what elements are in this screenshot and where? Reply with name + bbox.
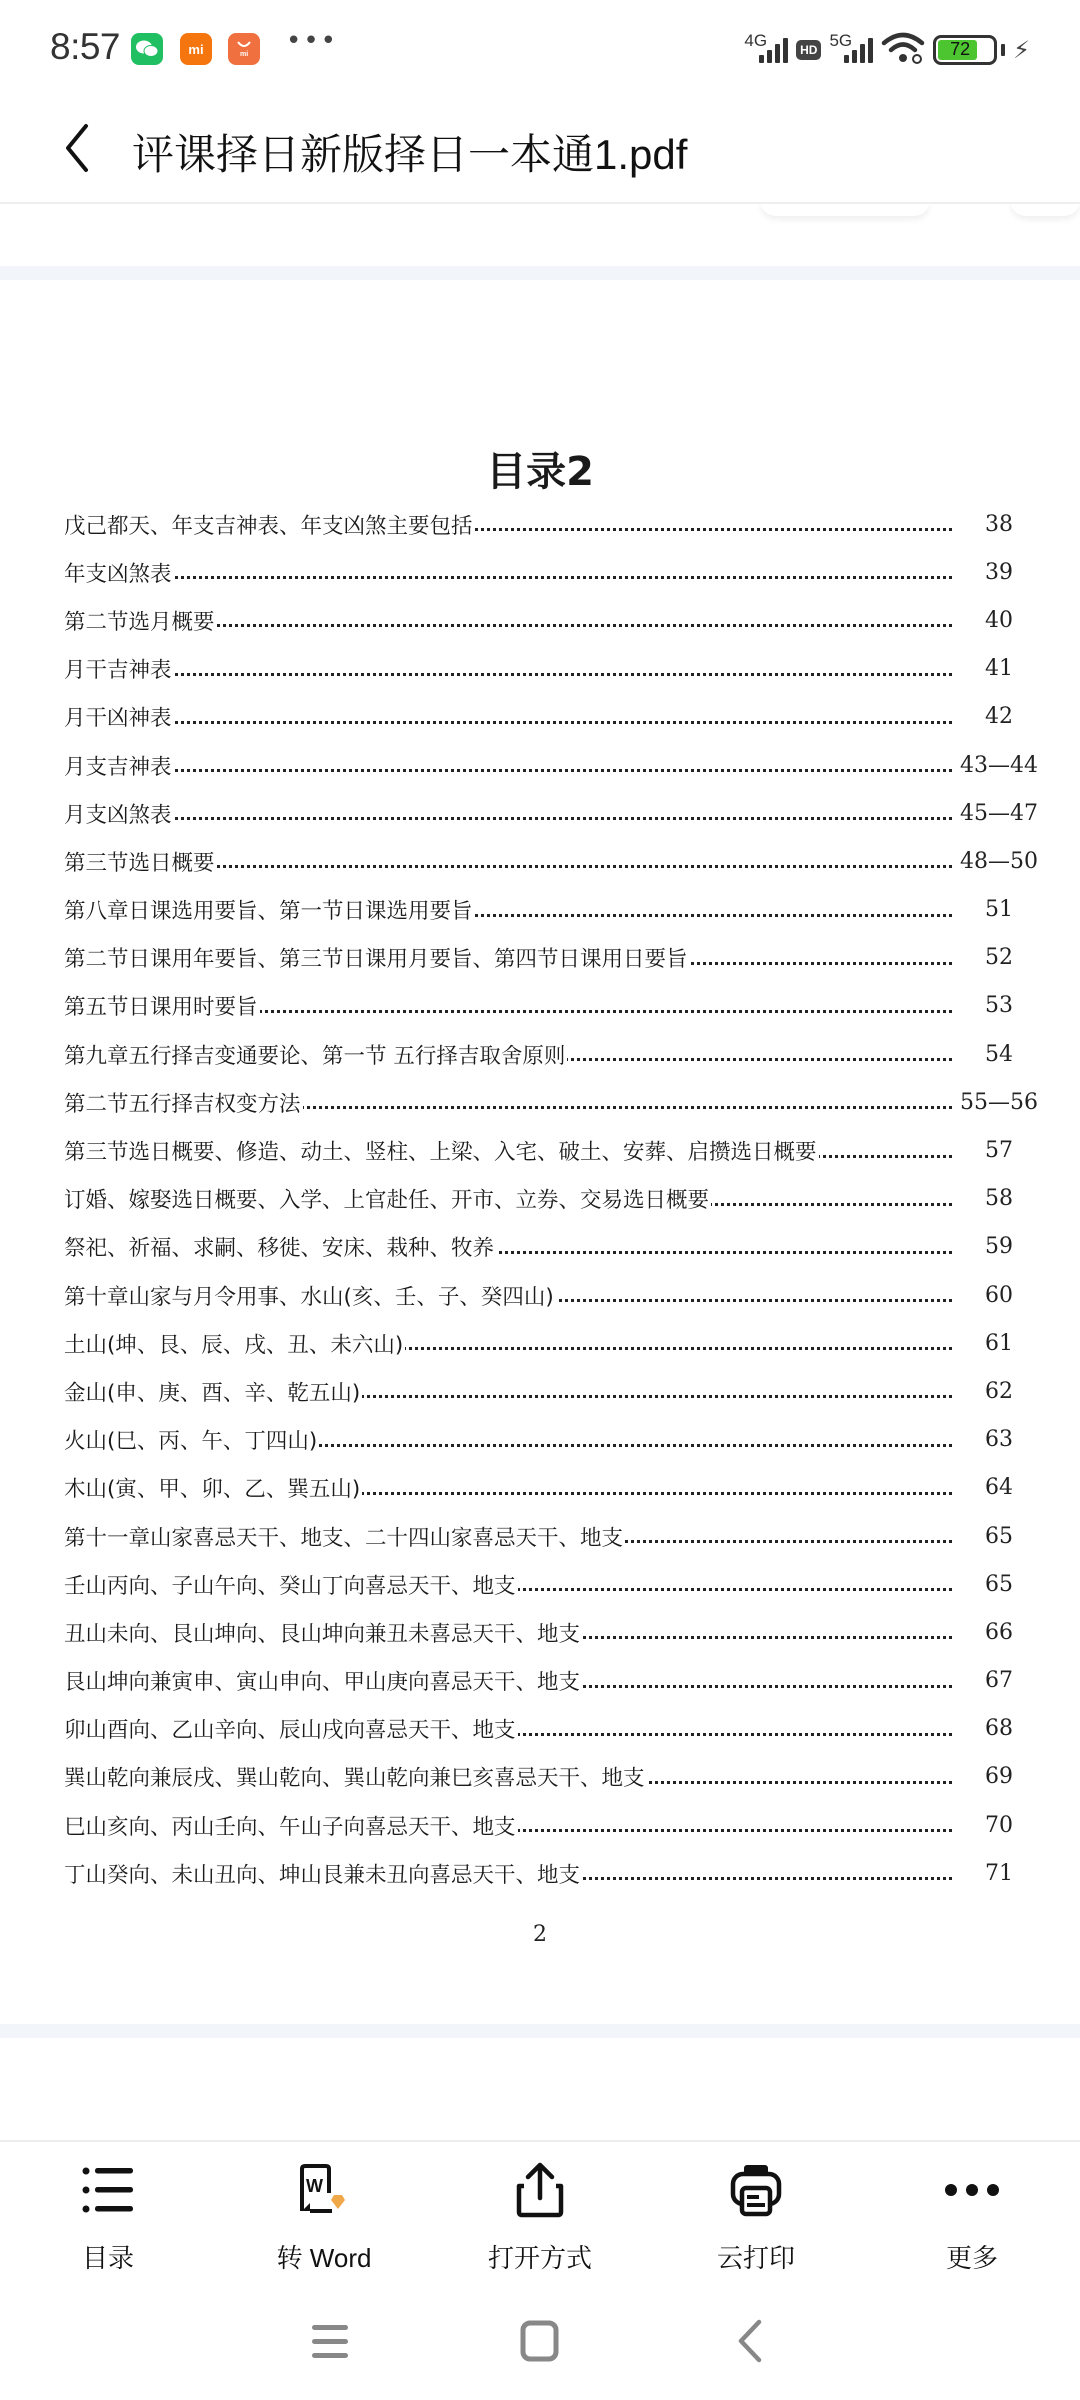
- more-button[interactable]: [864, 2142, 1080, 2282]
- toc-entry-page: 55—56: [960, 1089, 1038, 1115]
- toc-entry[interactable]: [0, 548, 1080, 596]
- toc-entry-page: 53: [985, 993, 1013, 1019]
- toc-entry-page: 70: [985, 1812, 1013, 1838]
- status-time: 8:57: [50, 26, 121, 67]
- cloud-print-button[interactable]: [648, 2142, 864, 2282]
- status-overflow-icon: •••: [286, 26, 339, 56]
- open-with-button[interactable]: [432, 2142, 648, 2282]
- dotted-leader: [80, 721, 952, 724]
- toc-entry[interactable]: [0, 1175, 1080, 1223]
- toc-entry[interactable]: [0, 693, 1080, 741]
- toc-entry-page: 65: [985, 1571, 1013, 1597]
- toc-entry-title: 第二节选月概要: [64, 605, 217, 636]
- toc-entry-page: 45—47: [960, 800, 1038, 826]
- system-back-button[interactable]: [725, 2316, 775, 2366]
- wechat-icon: [131, 33, 163, 65]
- toc-entry[interactable]: [0, 500, 1080, 548]
- toc-entry-title: 土山(坤、艮、辰、戌、丑、未六山): [64, 1328, 405, 1359]
- cloud-print-label: 云打印: [716, 2243, 795, 2273]
- toc-entry-title: 卯山酉向、乙山辛向、辰山戌向喜忌天干、地支: [64, 1713, 518, 1744]
- toc-entry-title: 壬山丙向、子山午向、癸山丁向喜忌天干、地支: [64, 1569, 518, 1600]
- toc-entry[interactable]: [0, 1126, 1080, 1174]
- toc-list: [0, 500, 1080, 1897]
- bottom-toolbar: [0, 2140, 1080, 2282]
- toc-entry[interactable]: [0, 1030, 1080, 1078]
- page-separator: [0, 2024, 1080, 2038]
- convert-word-button[interactable]: [216, 2142, 432, 2282]
- more-label: 更多: [945, 2243, 998, 2273]
- toc-entry-title: 戊己都天、年支吉神表、年支凶煞主要包括: [64, 509, 475, 540]
- toc-entry-title: 金山(申、庚、酉、辛、乾五山): [64, 1376, 362, 1407]
- convert-word-label: 转 Word: [276, 2243, 372, 2273]
- hd-badge: HD: [796, 40, 821, 60]
- toc-entry[interactable]: [0, 1223, 1080, 1271]
- dotted-leader: [80, 576, 952, 579]
- back-icon: [735, 2319, 765, 2363]
- toc-entry-title: 月支凶煞表: [64, 798, 174, 829]
- toc-entry-page: 66: [985, 1619, 1013, 1645]
- toc-entry[interactable]: [0, 1078, 1080, 1126]
- dotted-leader: [80, 769, 952, 772]
- toc-entry-title: 艮山坤向兼寅申、寅山申向、甲山庚向喜忌天干、地支: [64, 1665, 582, 1696]
- toc-entry-title: 第十章山家与月令用事、水山(亥、壬、子、癸四山): [64, 1280, 556, 1311]
- toc-entry[interactable]: [0, 741, 1080, 789]
- pdf-page[interactable]: [0, 282, 1080, 2024]
- toc-entry-page: 69: [985, 1764, 1013, 1790]
- battery-tip: [1001, 44, 1005, 56]
- toc-entry-title: 第八章日课选用要旨、第一节日课选用要旨: [64, 894, 475, 925]
- list-icon: [80, 2162, 136, 2218]
- menu-icon: [310, 2321, 350, 2361]
- battery-percent: 72: [950, 39, 971, 59]
- recent-apps-button[interactable]: [305, 2316, 355, 2366]
- toc-entry-page: 60: [985, 1282, 1013, 1308]
- system-navigation-bar: [0, 2282, 1080, 2400]
- back-button[interactable]: [58, 118, 98, 178]
- toc-entry[interactable]: [0, 982, 1080, 1030]
- toc-entry-title: 年支凶煞表: [64, 557, 174, 588]
- mi-icon: mi: [180, 33, 212, 65]
- toc-entry-title: 第十一章山家喜忌天干、地支、二十四山家喜忌天干、地支: [64, 1521, 625, 1552]
- toc-entry-title: 丑山未向、艮山坤向、艮山坤向兼丑未喜忌天干、地支: [64, 1617, 582, 1648]
- toc-entry-page: 61: [985, 1330, 1013, 1356]
- toc-entry-title: 第三节选日概要: [64, 846, 217, 877]
- document-title: 评课择日新版择日一本通1.pdf: [132, 131, 688, 178]
- mi-mall-icon: [228, 33, 260, 65]
- toc-entry[interactable]: [0, 934, 1080, 982]
- page-number: 2: [533, 1922, 547, 1947]
- toc-entry[interactable]: [0, 596, 1080, 644]
- app-header: [0, 96, 1080, 204]
- page-separator: [0, 266, 1080, 280]
- toc-entry-page: 40: [985, 607, 1013, 633]
- toc-entry[interactable]: [0, 1849, 1080, 1897]
- toc-entry-title: 祭祀、祈福、求嗣、移徙、安床、栽种、牧养: [64, 1231, 496, 1262]
- status-indicators: [744, 30, 1030, 70]
- toc-entry[interactable]: [0, 789, 1080, 837]
- network-5g-label: 5G: [829, 31, 853, 50]
- toc-entry-page: 71: [985, 1860, 1013, 1886]
- toc-entry-page: 64: [985, 1475, 1013, 1501]
- toc-entry-page: 63: [985, 1427, 1013, 1453]
- toc-entry-page: 52: [985, 945, 1013, 971]
- toc-entry[interactable]: [0, 837, 1080, 885]
- toc-entry-page: 59: [985, 1234, 1013, 1260]
- toc-label: 目录: [81, 2243, 134, 2273]
- toc-entry-title: 月干凶神表: [64, 701, 174, 732]
- network-4g-label: 4G: [744, 31, 768, 50]
- home-icon: [520, 2320, 560, 2362]
- toc-entry-page: 51: [985, 897, 1013, 923]
- toc-entry-title: 第二节日课用年要旨、第三节日课用月要旨、第四节日课用日要旨: [64, 942, 690, 973]
- toc-entry[interactable]: [0, 1608, 1080, 1656]
- convert-word-icon: [296, 2162, 352, 2218]
- toc-entry-page: 42: [985, 704, 1013, 730]
- toc-entry-title: 第三节选日概要、修造、动土、竖柱、上梁、入宅、破土、安葬、启攒选日概要: [64, 1135, 819, 1166]
- toc-entry-page: 58: [985, 1186, 1013, 1212]
- dotted-leader: [80, 673, 952, 676]
- toc-entry-title: 月干吉神表: [64, 653, 174, 684]
- svg-text:mi: mi: [240, 51, 249, 58]
- toc-entry[interactable]: [0, 1367, 1080, 1415]
- share-icon: [512, 2162, 568, 2218]
- toc-entry[interactable]: [0, 1657, 1080, 1705]
- toc-entry-page: 43—44: [960, 752, 1038, 778]
- toc-entry-title: 第二节五行择吉权变方法: [64, 1087, 303, 1118]
- toc-entry[interactable]: [0, 1753, 1080, 1801]
- toc-entry-page: 38: [985, 511, 1013, 537]
- toc-entry-title: 第九章五行择吉变通要论、第一节 五行择吉取舍原则: [64, 1039, 567, 1070]
- toc-entry-page: 48—50: [960, 848, 1038, 874]
- printer-icon: [728, 2162, 784, 2218]
- more-icon: [944, 2162, 1000, 2218]
- dotted-leader: [80, 817, 952, 820]
- toc-entry[interactable]: [0, 886, 1080, 934]
- toc-entry-page: 39: [985, 559, 1013, 585]
- svg-text:W: W: [306, 2176, 323, 2196]
- toc-entry-title: 丁山癸向、未山丑向、坤山艮兼未丑向喜忌天干、地支: [64, 1858, 582, 1889]
- toc-entry-page: 57: [985, 1138, 1013, 1164]
- toc-entry-title: 月支吉神表: [64, 750, 174, 781]
- toc-entry[interactable]: [0, 1801, 1080, 1849]
- toc-entry[interactable]: [0, 1512, 1080, 1560]
- home-button[interactable]: [515, 2316, 565, 2366]
- toc-entry[interactable]: [0, 1464, 1080, 1512]
- toc-entry[interactable]: [0, 1416, 1080, 1464]
- toc-entry-title: 巳山亥向、丙山壬向、午山子向喜忌天干、地支: [64, 1810, 518, 1841]
- toc-entry-title: 第五节日课用时要旨: [64, 990, 260, 1021]
- toc-button[interactable]: [0, 2142, 216, 2282]
- toc-entry-title: 火山(巳、丙、午、丁四山): [64, 1424, 319, 1455]
- toc-entry-title: 巽山乾向兼辰戌、巽山乾向、巽山乾向兼巳亥喜忌天干、地支: [64, 1761, 647, 1792]
- charging-icon: ⚡: [1013, 36, 1030, 64]
- toc-entry-page: 62: [985, 1378, 1013, 1404]
- toc-title: 目录2: [486, 449, 594, 495]
- toc-entry[interactable]: [0, 1705, 1080, 1753]
- status-bar: [0, 0, 1080, 96]
- toc-entry-page: 68: [985, 1716, 1013, 1742]
- open-with-label: 打开方式: [487, 2243, 592, 2273]
- battery-icon: [933, 35, 997, 65]
- toc-entry[interactable]: [0, 645, 1080, 693]
- wifi-icon: [881, 31, 925, 69]
- toc-entry[interactable]: [0, 1319, 1080, 1367]
- toc-entry-page: 54: [985, 1041, 1013, 1067]
- toc-entry-title: 订婚、嫁娶选日概要、入学、上官赴任、开市、立券、交易选日概要: [64, 1183, 711, 1214]
- toc-entry-page: 67: [985, 1668, 1013, 1694]
- toc-entry-title: 木山(寅、甲、卯、乙、巽五山): [64, 1472, 362, 1503]
- toc-entry[interactable]: [0, 1560, 1080, 1608]
- toc-entry-page: 65: [985, 1523, 1013, 1549]
- toc-entry-page: 41: [985, 656, 1013, 682]
- toc-entry[interactable]: [0, 1271, 1080, 1319]
